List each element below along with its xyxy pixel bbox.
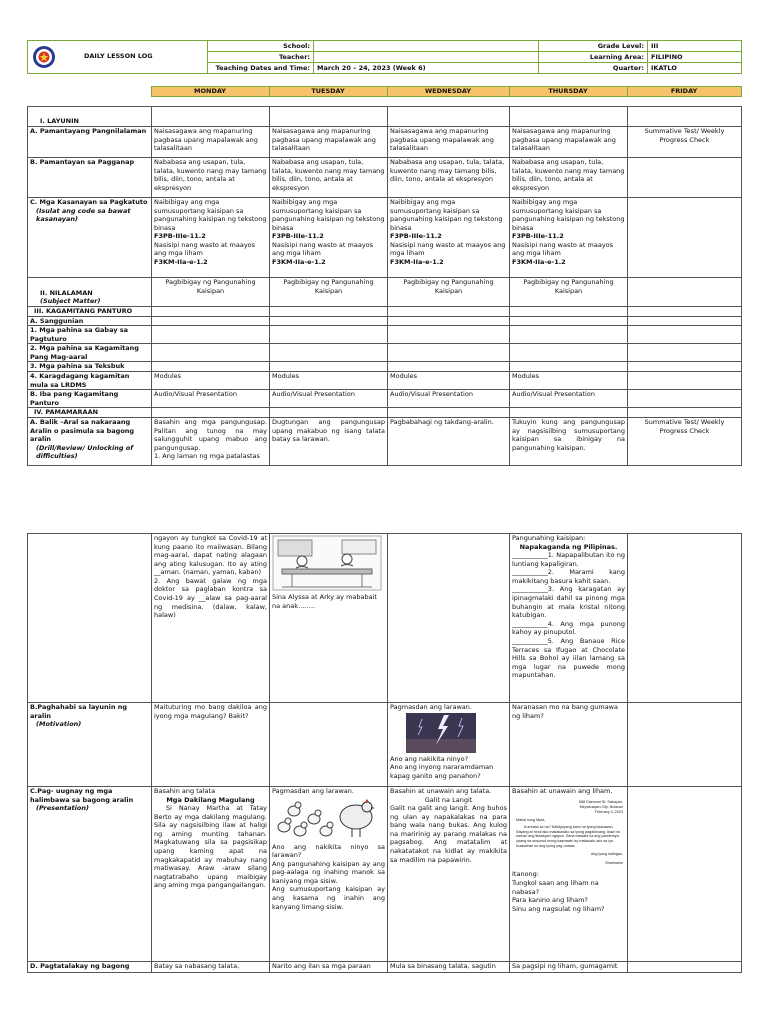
pam-cell xyxy=(388,408,510,418)
sang-cell xyxy=(270,316,388,326)
motivation-label: B.Paghahabi sa layunin ng aralin xyxy=(30,703,128,720)
day-header-wednesday: WEDNESDAY xyxy=(387,87,509,97)
teacher-label: Teacher: xyxy=(208,52,314,63)
gabay-cell xyxy=(152,326,270,344)
day-header-blank xyxy=(27,87,151,97)
day-header-thursday: THURSDAY xyxy=(509,87,627,97)
continuation-fri xyxy=(628,534,742,703)
continuation-wed xyxy=(388,534,510,703)
balik-aral-wed: Pagbabahagi ng takdang-aralin. xyxy=(388,417,510,465)
lrdms-fri xyxy=(628,372,742,390)
nilalaman-fri xyxy=(628,278,742,307)
presentation-tue-body: Ano ang nakikita ninyo sa larawan? Ang pangunahing kaisipan ay ang pag-aalaga ng inahing manok sa kaniyang mga sisiw. Ang sumusuportang kaisipan ay ang kasama ng inahin ang kanyang limang sisiw. xyxy=(272,842,385,911)
continuation-thu xyxy=(510,534,628,703)
kasanayan-text-2: Nasisipi nang wasto at maayos ang mga liham xyxy=(154,240,256,258)
kpm-cell xyxy=(388,344,510,362)
presentation-label: C.Pag- uugnay ng mga halimbawa sa bagong aralin xyxy=(30,787,134,804)
pamantayang-pangnilalaman-thu: Naisasagawa ang mapanuring pagbasa upang mapalawak ang talasalitaan xyxy=(510,127,628,158)
presentation-wed xyxy=(388,787,510,962)
presentation-mon-body: Si Nanay Martha at Tatay Berto ay mga dakilang magulang. Sila ay nagsisilbing ilaw at haligi ng aming munting tahanan. Magkatuwang sila sa pagsisikap upang kaming apat na magkakapatid ay mabuhay nang matiwasay. Araw -araw silang nagtatrabaho upang maibigay ang aming mga pangangailangan. xyxy=(154,804,267,890)
motivation-tue xyxy=(270,703,388,787)
kagamitang-panturo-label: III. KAGAMITANG PANTURO xyxy=(28,307,152,317)
letter-body: Kumusta ka na? Nalilignyang kami na iyong kaarawan. Sayang at hindi ako makakadalo sa iyong pagdiriwang. Ikaw na naman ang tiiwasyan ngayon. Sana mawala na ang pandemya upang sa susunod mong kaarawan ay makadalo ako sa iyo. Inaasahan ko ang iyong pag-unawa. xyxy=(516,824,620,849)
layunin-cell-2 xyxy=(270,107,388,127)
grade-level-value: III xyxy=(648,41,742,52)
presentation-label-cell xyxy=(28,787,152,962)
layunin-cell-1 xyxy=(152,107,270,127)
sang-cell xyxy=(628,316,742,326)
motivation-mon: Maituturing mo bang dakiloa ang iyong mga magulang? Bakit? xyxy=(152,703,270,787)
balik-aral-label-cell xyxy=(28,417,152,465)
pagtatalakay-tue: Narito ang ilan sa mga paraan xyxy=(270,962,388,973)
teksbuk-cell xyxy=(388,362,510,372)
page-1 xyxy=(27,40,741,466)
kasanayan-text-1: Naibibigay ang mga sumusuportang kaisipan sa pangunahing kaisipan ng tekstong binasa xyxy=(512,198,625,232)
sang-cell xyxy=(510,316,628,326)
pamamaraan-label: IV. PAMAMARAAN xyxy=(28,408,152,418)
balik-aral-thu: Tukuyin kung ang pangungusap ay nagsisilbing sumusuportang kaisipan sa ibinigay na pangunahing kaisipan. xyxy=(510,417,628,465)
pam-cell xyxy=(270,408,388,418)
balik-aral-sub: (Drill/Review/ Unlocking of difficulties) xyxy=(36,443,134,461)
letter-address: 568 Diamond St. Sabayan, Meycauayan City, Bulacan February 3, 2023 xyxy=(578,799,623,814)
kag-cell xyxy=(152,307,270,317)
kasanayan-fri xyxy=(628,198,742,278)
lrdms-tue: Modules xyxy=(270,372,388,390)
kasanayan-text-2: Nasisipi nang wasto at maayos ang mga liham xyxy=(272,240,374,258)
letter-closing: Ang iyong kaibigan, xyxy=(590,852,623,857)
nilalaman-tue: Pagbibigay ng Pangunahing Kaisipan xyxy=(270,278,388,307)
gabay-sa-pagtuturo-label: 1. Mga pahina sa Gabay sa Pagtuturo xyxy=(28,326,152,344)
school-value xyxy=(314,41,539,52)
layunin-cell-4 xyxy=(510,107,628,127)
teksbuk-cell xyxy=(152,362,270,372)
lesson-table-page-1 xyxy=(27,106,742,466)
motivation-wed-instruction: Pagmasdan ang larawan. xyxy=(390,703,472,711)
nilalaman-label: II. NILALAMAN xyxy=(40,288,93,297)
kasanayan-wed xyxy=(388,198,510,278)
nilalaman-mon: Pagbibigay ng Pangunahing Kaisipan xyxy=(152,278,270,307)
teksbuk-label: 3. Mga pahina sa Teksbuk xyxy=(28,362,152,372)
letter-signature: Sharmaine xyxy=(605,861,623,866)
kasanayan-code-2: F3KM-IIa-e-1.2 xyxy=(154,258,208,267)
iba-pang-kagamitan-wed: Audio/Visual Presentation xyxy=(388,390,510,408)
pagtatalakay-wed: Mula sa binasang talata, sagutin xyxy=(388,962,510,973)
gabay-cell xyxy=(270,326,388,344)
kpm-cell xyxy=(270,344,388,362)
kasanayan-code-1: F3PB-IIIe-11.2 xyxy=(390,232,442,241)
gabay-cell xyxy=(388,326,510,344)
kasanayan-text-2: Nasisipi nang wasto at maayos ang mga liham xyxy=(512,240,614,258)
kasanayan-text-2: Nasisipi nang wasto at maayos ang mga liham xyxy=(390,240,506,258)
day-header-row xyxy=(27,86,742,97)
lrdms-mon: Modules xyxy=(152,372,270,390)
sanggunian-label: A. Sanggunian xyxy=(28,316,152,326)
kag-cell xyxy=(628,307,742,317)
presentation-thu-head: Basahin at unawain ang liham. xyxy=(512,787,613,795)
pam-cell xyxy=(510,408,628,418)
nilalaman-label-cell xyxy=(28,278,152,307)
pagtatalakay-mon: Batay sa nabasang talata, xyxy=(152,962,270,973)
motivation-thu: Naranasan mo na bang gumawa ng liham? xyxy=(510,703,628,787)
presentation-thu-questions: Itanong: Tungkol saan ang liham na nabasa? Para kanino ang liham? Sinu ang nagsulat ng liham? xyxy=(512,870,605,913)
gabay-cell xyxy=(510,326,628,344)
nilalaman-thu: Pagbibigay ng Pangunahing Kaisipan xyxy=(510,278,628,307)
pamantayan-sa-pagganap-tue: Nababasa ang usapan, tula, talata, kuwento nang may tamang bilis, diin, tono, antala at ekspresyon xyxy=(270,158,388,198)
kasanayan-text-1: Naibibigay ang mga sumusuportang kaisipan sa pangunahing kaisipan ng tekstong binasa xyxy=(272,198,385,232)
kag-cell xyxy=(270,307,388,317)
teksbuk-cell xyxy=(510,362,628,372)
layunin-text: I. LAYUNIN xyxy=(40,117,79,126)
motivation-sub: (Motivation) xyxy=(36,720,82,729)
balik-aral-fri: Summative Test/ Weekly Progress Check xyxy=(628,417,742,465)
pagtatalakay-fri xyxy=(628,962,742,973)
motivation-wed xyxy=(388,703,510,787)
pagtatalakay-label: D. Pagtatalakay ng bagong xyxy=(28,962,152,973)
presentation-mon xyxy=(152,787,270,962)
iba-pang-kagamitan-mon: Audio/Visual Presentation xyxy=(152,390,270,408)
teaching-dates-label: Teaching Dates and Time: xyxy=(208,63,314,74)
continuation-mon: ngayon ay tungkol sa Covid-19 at kung paano ito maiiwasan. Bilang mag-aaral, dapat nating alagaan ang ating kalusugan. Ito ay ating __aman. (naman, yaman, kaban) 2. Ang bawat galaw ng mga doktor sa paglaban kontra sa Covid-19 ay __alaw sa pag-aaral ng medisina. (dalaw, kalaw, halaw) xyxy=(152,534,270,703)
motivation-fri xyxy=(628,703,742,787)
pagtatalakay-thu: Sa pagsipi ng liham, gumagamit xyxy=(510,962,628,973)
nilalaman-sub: (Subject Matter) xyxy=(40,297,101,306)
lesson-table-page-2 xyxy=(27,533,742,973)
document-title: DAILY LESSON LOG xyxy=(84,52,153,60)
iba-pang-kagamitan-label: B. Iba pang Kagamitang Panturo xyxy=(28,390,152,408)
motivation-label-cell xyxy=(28,703,152,787)
presentation-sub: (Presentation) xyxy=(36,804,89,813)
children-studying-illustration xyxy=(272,535,382,591)
lrdms-thu: Modules xyxy=(510,372,628,390)
presentation-tue xyxy=(270,787,388,962)
kasanayan-mon xyxy=(152,198,270,278)
pam-cell xyxy=(628,408,742,418)
balik-aral-mon: Basahin ang mga pangungusap. Palitan ang tunog na may salungguhit upang mabuo ang pangungusap. 1. Ang laman ng mga patalastas xyxy=(152,417,270,465)
layunin-cell-5 xyxy=(628,107,742,127)
kasanayan-label: C. Mga Kasanayan sa Pagkatuto xyxy=(30,198,148,206)
quarter-label: Quarter: xyxy=(539,63,648,74)
presentation-wed-body: Galit na galit ang langit. Ang buhos ng ulan ay napakalakas na para bang wala nang bukas. Ang kulog na maririnig ay parang malakas na pagsabog. Ang matatalim at nakatatakot na kidlat ay makikita sa madilim na papawirin. xyxy=(390,804,507,864)
kag-cell xyxy=(510,307,628,317)
day-header-friday: FRIDAY xyxy=(627,87,741,97)
lightning-storm-picture xyxy=(406,713,476,753)
layunin-cell-3 xyxy=(388,107,510,127)
presentation-wed-title: Galit na Langit xyxy=(424,795,473,804)
illustration-caption: Sina Alyssa at Arky ay mababait na anak…….. xyxy=(272,593,377,610)
letter-greeting: Mahal kong Myra, xyxy=(516,817,546,822)
kasanayan-sub: (Isulat ang code sa bawat kasanayan) xyxy=(36,206,131,224)
teksbuk-cell xyxy=(270,362,388,372)
kasanayan-code-1: F3PB-IIIe-11.2 xyxy=(154,232,206,241)
sang-cell xyxy=(388,316,510,326)
continuation-tue xyxy=(270,534,388,703)
hen-and-chicks-illustration xyxy=(272,797,382,841)
quarter-value: IKATLO xyxy=(648,63,742,74)
layunin-heading xyxy=(28,107,152,127)
balik-aral-tue: Dugtungan ang pangungusap upang makabuo ng isang talata batay sa larawan. xyxy=(270,417,388,465)
kasanayan-thu xyxy=(510,198,628,278)
pamantayang-pangnilalaman-tue: Naisasagawa ang mapanuring pagbasa upang mapalawak ang talasalitaan xyxy=(270,127,388,158)
letter-image xyxy=(516,800,623,867)
nilalaman-wed: Pagbibigay ng Pangunahing Kaisipan xyxy=(388,278,510,307)
school-label: School: xyxy=(208,41,314,52)
page-2 xyxy=(27,533,741,973)
teacher-value xyxy=(314,52,539,63)
kasanayan-label-cell xyxy=(28,198,152,278)
lesson-log-header xyxy=(27,40,742,74)
balik-aral-label: A. Balik –Aral sa nakaraang Aralin o pasimula sa bagong aralin xyxy=(30,417,135,444)
header-logo-cell xyxy=(28,41,208,74)
pamantayan-sa-pagganap-label: B. Pamantayan sa Pagganap xyxy=(28,158,152,198)
pamantayang-pangnilalaman-fri: Summative Test/ Weekly Progress Check xyxy=(628,127,742,158)
teksbuk-cell xyxy=(628,362,742,372)
teaching-dates-value: March 20 – 24, 2023 (Week 6) xyxy=(314,63,539,74)
gabay-cell xyxy=(628,326,742,344)
kag-cell xyxy=(388,307,510,317)
kasanayan-code-2: F3KM-IIa-e-1.2 xyxy=(512,258,566,267)
day-header-tuesday: TUESDAY xyxy=(269,87,387,97)
continuation-label xyxy=(28,534,152,703)
iba-pang-kagamitan-thu: Audio/Visual Presentation xyxy=(510,390,628,408)
kpm-cell xyxy=(510,344,628,362)
iba-pang-kagamitan-fri xyxy=(628,390,742,408)
lrdms-wed: Modules xyxy=(388,372,510,390)
motivation-wed-questions: Ano ang nakikita ninyo? Ano ang inyong nararamdaman kapag ganito ang panahon? xyxy=(390,754,494,780)
thursday-main-idea-title: Napakaganda ng Pilipinas. xyxy=(519,542,618,551)
kagamitang-pang-mag-aaral-label: 2. Mga pahina sa Kagamitang Pang Mag-aaral xyxy=(28,344,152,362)
grade-level-label: Grade Level: xyxy=(539,41,648,52)
pamantayan-sa-pagganap-mon: Nababasa ang usapan, tula, talata, kuwento nang may tamang bilis, diin, tono, antala at ekspresyon xyxy=(152,158,270,198)
kasanayan-text-1: Naibibigay ang mga sumusuportang kaisipan sa pangunahing kaisipan ng tekstong binasa xyxy=(390,198,503,232)
iba-pang-kagamitan-tue: Audio/Visual Presentation xyxy=(270,390,388,408)
kasanayan-code-2: F3KM-IIa-e-1.2 xyxy=(272,258,326,267)
presentation-tue-head: Pagmasdan ang larawan. xyxy=(272,787,354,795)
pamantayang-pangnilalaman-label: A. Pamantayang Pangnilalaman xyxy=(28,127,152,158)
presentation-fri xyxy=(628,787,742,962)
presentation-mon-head: Basahin ang talata xyxy=(154,787,216,795)
presentation-wed-head: Basahin at unawain ang talata. xyxy=(390,787,492,795)
pamantayan-sa-pagganap-wed: Nababasa ang usapan, tula, talata, kuwento nang may tamang bilis, diin, tono, antala at ekspresyon xyxy=(388,158,510,198)
presentation-thu xyxy=(510,787,628,962)
pamantayan-sa-pagganap-thu: Nababasa ang usapan, tula, talata, kuwento nang may tamang bilis, diin, tono, antala at ekspresyon xyxy=(510,158,628,198)
pamantayang-pangnilalaman-mon: Naisasagawa ang mapanuring pagbasa upang mapalawak ang talasalitaan xyxy=(152,127,270,158)
kasanayan-code-1: F3PB-IIIe-11.2 xyxy=(512,232,564,241)
thursday-items: ___________1. Napapalibutan ito ng luntiang kapaligiran. ___________2. Marami kang makikitang basura kahit saan. ___________3. Ang karagatan ay ipinagmalaki dahil sa pinong mga buhangin at mala kristal nitong katubigan. ___________4. Ang mga punong kahoy ay pinuputol. ___________5. Ang Banaue Rice Terraces sa Ifugao at Chocolate Hills sa Bohol ay iilan lamang sa mga lugar na puwede mong mapuntahan. xyxy=(512,551,625,680)
pamantayang-pangnilalaman-wed: Naisasagawa ang mapanuring pagbasa upang mapalawak ang talasalitaan xyxy=(388,127,510,158)
deped-seal-icon xyxy=(32,45,56,69)
kpm-cell xyxy=(152,344,270,362)
kasanayan-code-2: F3KM-IIa-e-1.2 xyxy=(390,258,444,267)
kasanayan-tue xyxy=(270,198,388,278)
lrdms-label: 4. Karagdagang kagamitan mula sa LRDMS xyxy=(28,372,152,390)
day-header-monday: MONDAY xyxy=(151,87,269,97)
kpm-cell xyxy=(628,344,742,362)
pam-cell xyxy=(152,408,270,418)
presentation-mon-title: Mga Dakilang Magulang xyxy=(166,795,255,804)
kasanayan-code-1: F3PB-IIIe-11.2 xyxy=(272,232,324,241)
kasanayan-text-1: Naibibigay ang mga sumusuportang kaisipan sa pangunahing kaisipan ng tekstong binasa xyxy=(154,198,267,232)
learning-area-label: Learning Area: xyxy=(539,52,648,63)
pamantayan-sa-pagganap-fri xyxy=(628,158,742,198)
sang-cell xyxy=(152,316,270,326)
thursday-main-idea-heading: Pangunahing kaisipan: xyxy=(512,534,586,542)
learning-area-value: FILIPINO xyxy=(648,52,742,63)
